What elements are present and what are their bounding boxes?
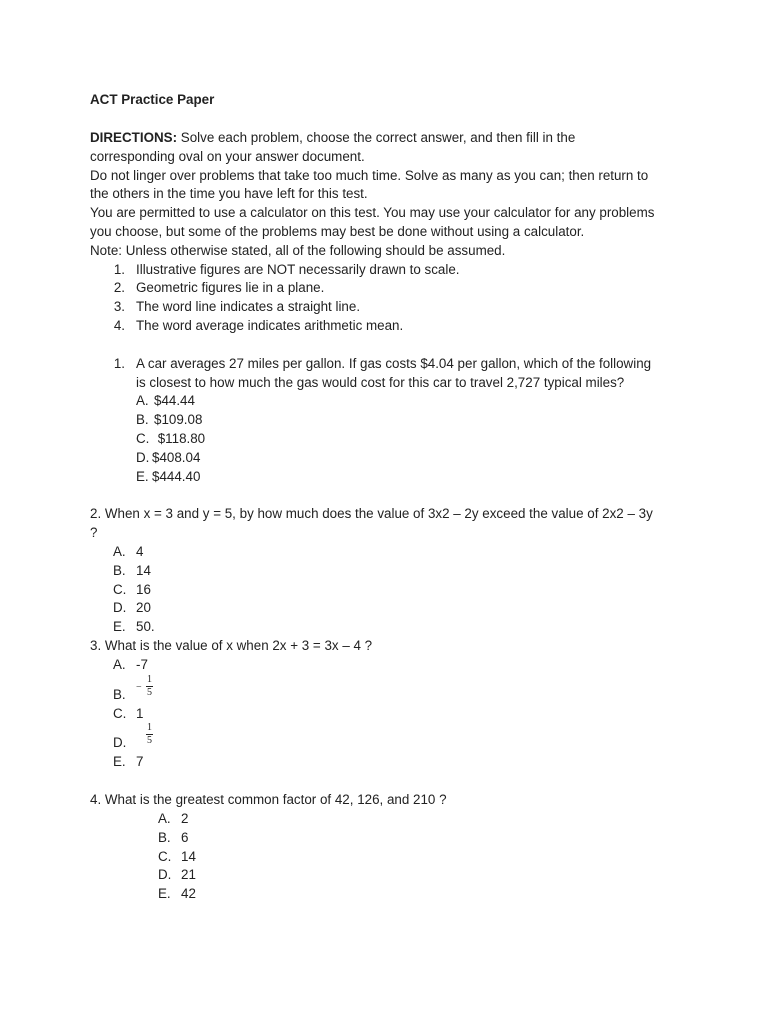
answer-option-c: [158, 848, 680, 867]
fraction-numerator: 1: [147, 722, 152, 734]
directions-line-1: [90, 129, 680, 148]
answer-option-e: [136, 468, 680, 487]
directions-line-4: the others in the time you have left for this test.: [90, 186, 368, 202]
page-title: ACT Practice Paper: [90, 92, 215, 107]
directions-line-7: Note: Unless otherwise stated, all of the following should be assumed.: [90, 242, 506, 258]
option-letter: C.: [136, 430, 150, 446]
question-1-stem: [90, 355, 680, 393]
option-text: 20: [136, 600, 151, 616]
answer-option-c: [113, 581, 680, 600]
question-1: [90, 355, 680, 487]
list-item: [90, 298, 680, 317]
option-letter: D.: [113, 735, 127, 751]
option-text: -7: [136, 656, 148, 672]
list-number: 2.: [113, 280, 125, 296]
option-text: 16: [136, 581, 151, 597]
answer-option-e: [158, 885, 680, 904]
answer-option-b: [113, 562, 680, 581]
list-number: 1.: [113, 261, 125, 277]
directions-block: [90, 129, 680, 261]
option-letter: A.: [136, 393, 149, 409]
option-letter: C.: [113, 705, 127, 721]
fraction-stack: [145, 675, 154, 698]
option-letter: B.: [136, 412, 149, 428]
assumption-list: [90, 261, 680, 336]
option-letter: B.: [113, 686, 126, 702]
answer-option-c: [136, 430, 680, 449]
answer-option-d: [113, 599, 680, 618]
option-text: 4: [136, 543, 144, 559]
answer-option-b: [136, 411, 680, 430]
answer-option-a: [113, 656, 680, 675]
list-item: [90, 279, 680, 298]
option-letter: A.: [113, 543, 126, 559]
minus-sign: −: [136, 681, 142, 693]
answer-option-c: [113, 705, 680, 724]
directions-line-5: You are permitted to use a calculator on this test. You may use your calculator for any problems: [90, 205, 655, 221]
option-text: 14: [136, 562, 151, 578]
option-letter: E.: [113, 619, 126, 635]
question-2-text-line-1: 2. When x = 3 and y = 5, by how much does the value of 3x2 – 2y exceed the value of 2x2 – 3y: [90, 506, 653, 522]
option-letter: D.: [113, 600, 127, 616]
answer-options: [90, 810, 680, 904]
answer-options: [90, 543, 680, 637]
option-text: 1: [136, 705, 144, 721]
option-text: 42: [181, 886, 196, 902]
option-text: 7: [136, 754, 144, 770]
answer-option-d: [136, 449, 680, 468]
list-text: Geometric figures lie in a plane.: [136, 280, 325, 296]
option-text: $44.44: [154, 393, 195, 409]
list-number: 3.: [113, 299, 125, 315]
directions-line-6: you choose, but some of the problems may best be done without using a calculator.: [90, 223, 585, 239]
option-text: 50.: [136, 619, 155, 635]
question-number: 1.: [113, 355, 125, 371]
answer-option-d: [158, 866, 680, 885]
answer-option-e: [113, 618, 680, 637]
list-number: 4.: [113, 317, 125, 333]
question-3: [90, 637, 680, 772]
option-text: 21: [181, 867, 196, 883]
option-letter: C.: [158, 848, 172, 864]
option-text: $118.80: [154, 430, 206, 446]
fraction-denominator: 5: [147, 686, 152, 698]
directions-line-2: corresponding oval on your answer document.: [90, 148, 365, 164]
list-text: The word line indicates a straight line.: [136, 299, 361, 315]
fraction-denominator: 5: [147, 735, 152, 747]
question-text: [125, 355, 680, 393]
option-text: $109.08: [154, 412, 203, 428]
question-4: [90, 791, 680, 904]
list-text: Illustrative figures are NOT necessarily drawn to scale.: [136, 261, 460, 277]
question-2: [90, 505, 680, 637]
option-letter: E.: [113, 754, 126, 770]
option-letter: D.: [158, 867, 172, 883]
option-text: 6: [181, 829, 189, 845]
answer-option-b: [158, 829, 680, 848]
document-page: [90, 91, 680, 904]
option-letter: D.: [136, 449, 150, 465]
list-text: The word average indicates arithmetic mean.: [136, 317, 404, 333]
answer-option-e: [113, 753, 680, 772]
directions-line-3: Do not linger over problems that take too much time. Solve as many as you can; then return to: [90, 167, 649, 183]
option-text: 14: [181, 848, 196, 864]
list-item: [90, 261, 680, 280]
answer-option-b: [113, 675, 680, 705]
option-text: $408.04: [152, 449, 201, 465]
fraction-stack: [145, 723, 154, 746]
option-text: 2: [181, 810, 189, 826]
option-letter: A.: [158, 810, 171, 826]
answer-option-a: [136, 392, 680, 411]
directions-label: DIRECTIONS:: [90, 130, 178, 145]
answer-option-a: [158, 810, 680, 829]
option-text: $444.40: [152, 468, 201, 484]
question-text-line-1: A car averages 27 miles per gallon. If gas costs $4.04 per gallon, which of the following: [136, 355, 652, 371]
fraction-numerator: 1: [147, 673, 152, 685]
question-2-text-line-2: ?: [90, 525, 98, 541]
answer-option-a: [113, 543, 680, 562]
option-letter: C.: [113, 581, 127, 597]
answer-options: [90, 656, 680, 772]
directions-text-1: Solve each problem, choose the correct answer, and then fill in the: [177, 130, 576, 145]
answer-option-d: [113, 723, 680, 753]
option-letter: E.: [158, 886, 171, 902]
option-letter: B.: [113, 562, 126, 578]
question-4-text: 4. What is the greatest common factor of 42, 126, and 210 ?: [90, 792, 447, 808]
list-item: [90, 317, 680, 336]
answer-options: [90, 392, 680, 486]
option-letter: B.: [158, 829, 171, 845]
question-3-text: 3. What is the value of x when 2x + 3 = 3x – 4 ?: [90, 637, 373, 653]
option-letter: E.: [136, 468, 149, 484]
option-letter: A.: [113, 656, 126, 672]
question-text-line-2: is closest to how much the gas would cost for this car to travel 2,727 typical miles?: [136, 374, 625, 390]
